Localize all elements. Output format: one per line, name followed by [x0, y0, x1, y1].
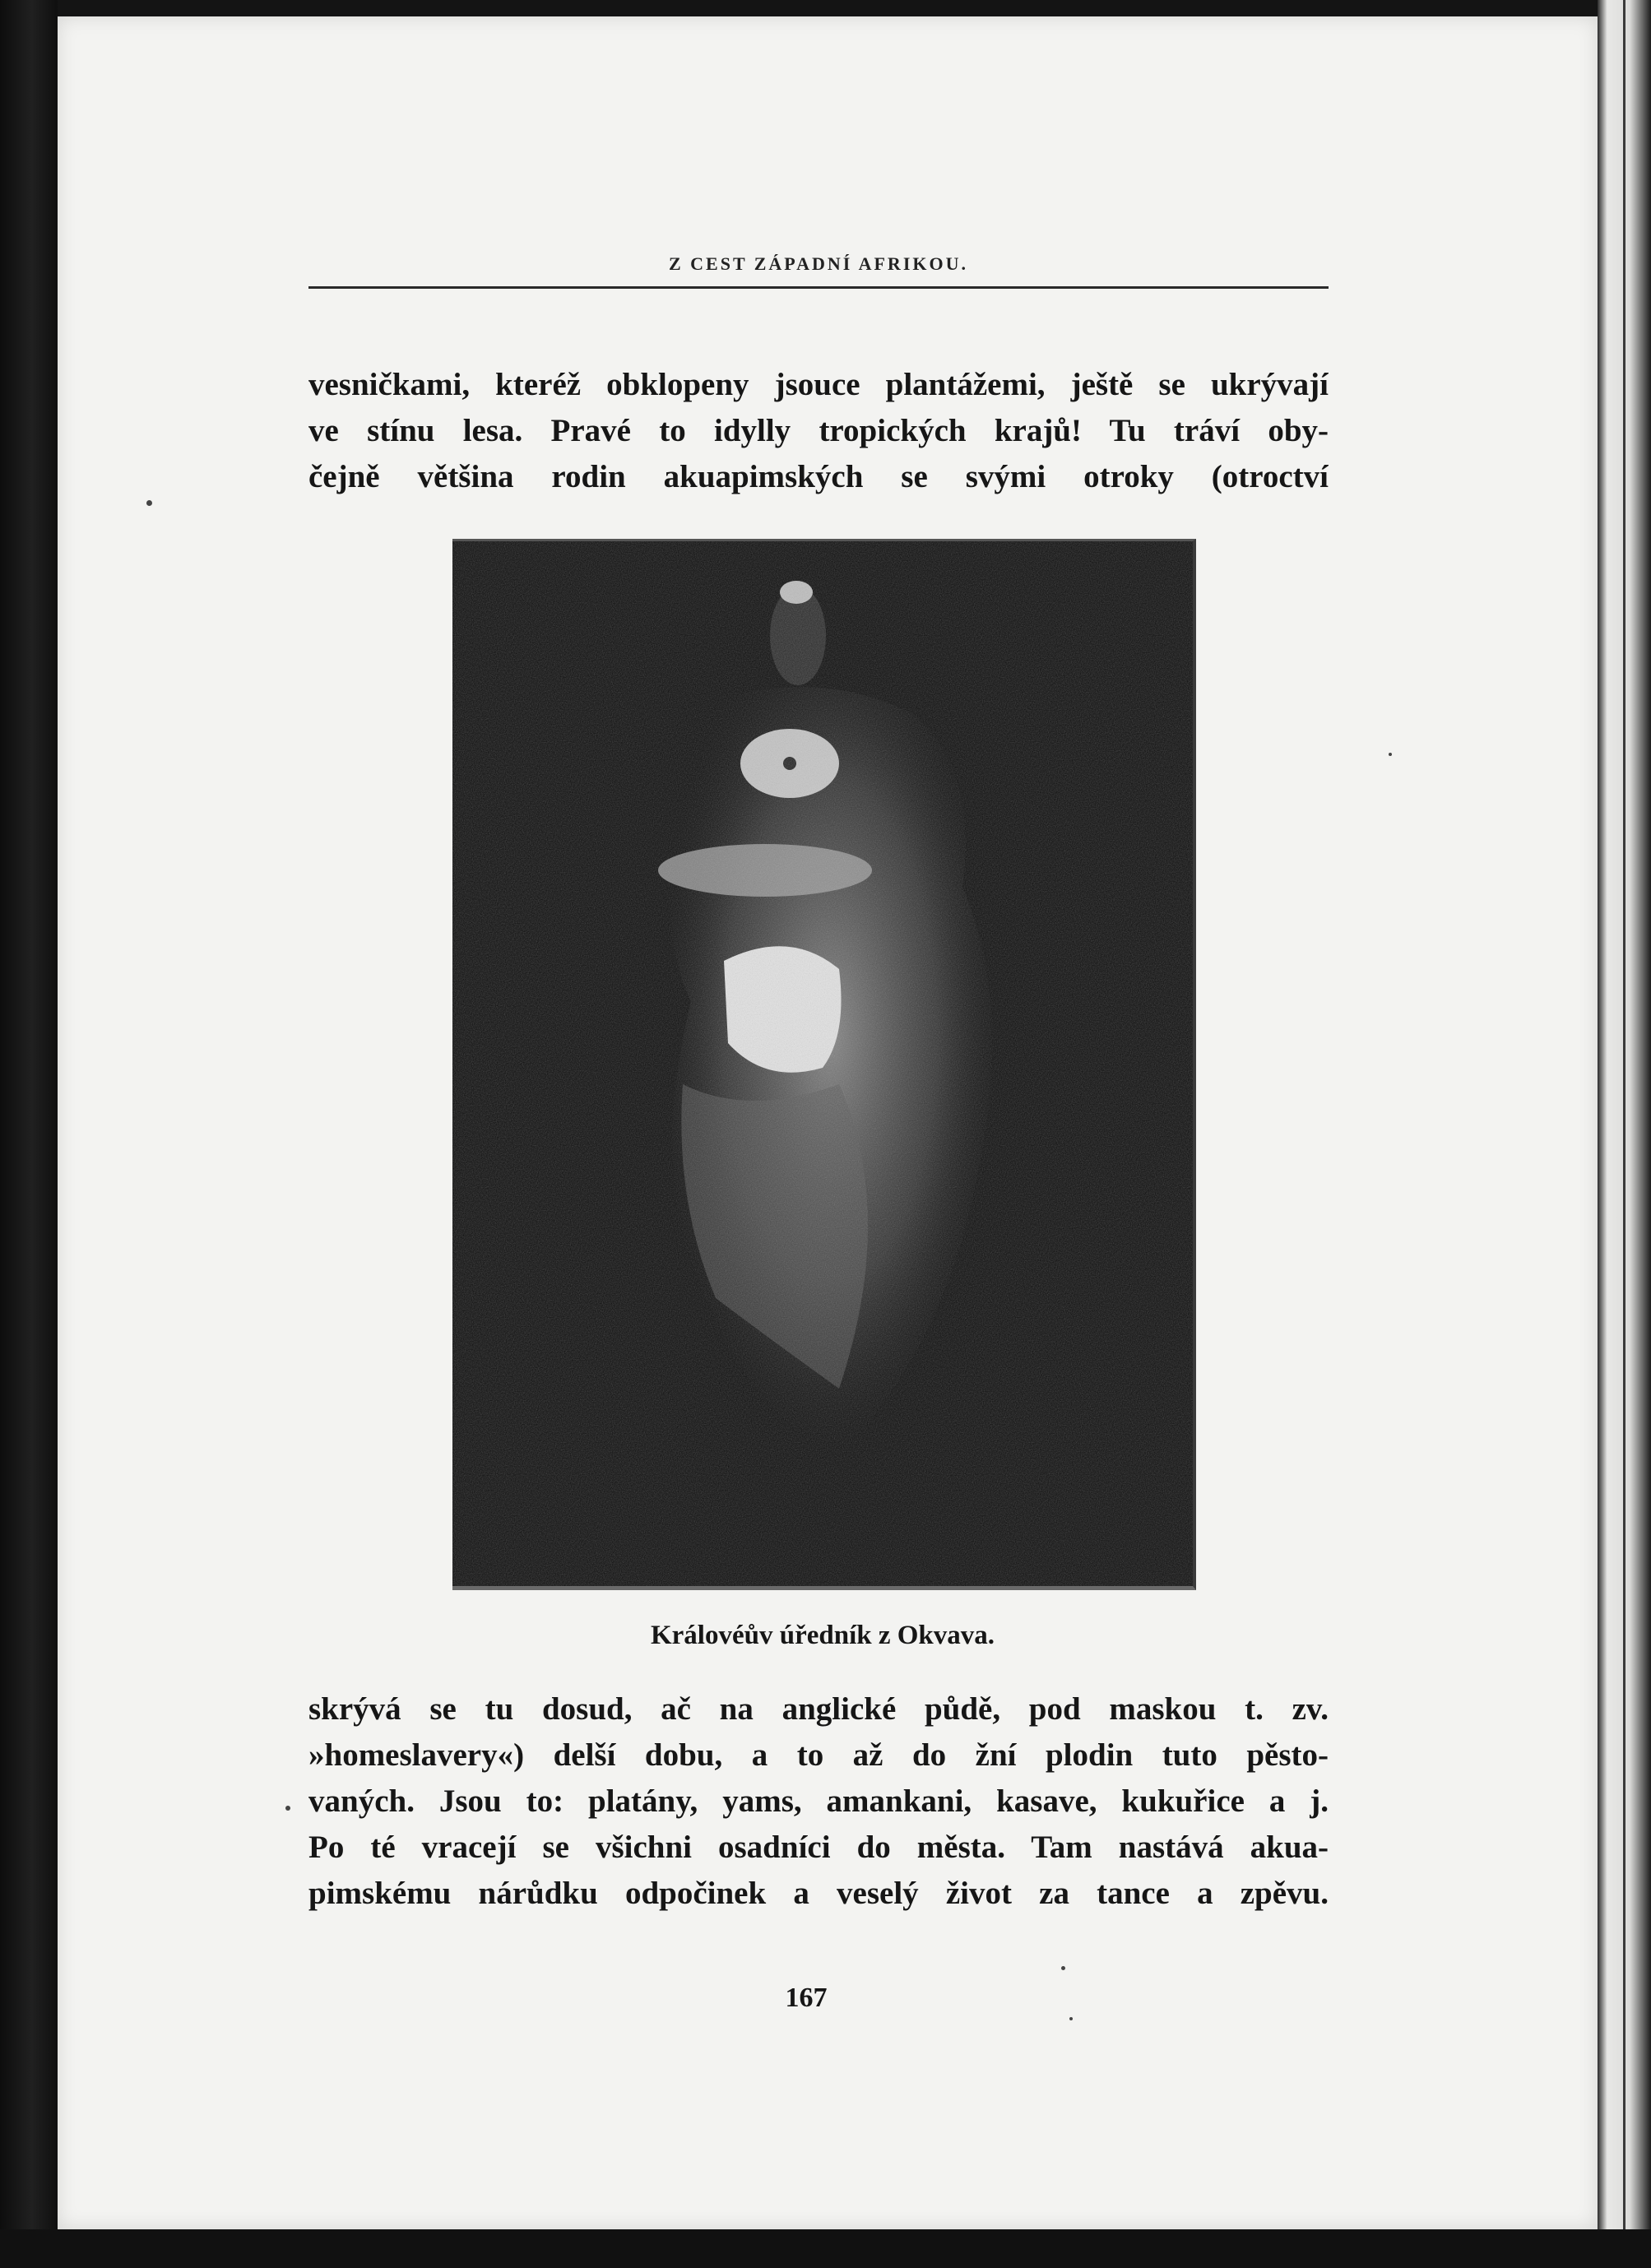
page-edge-line [1623, 0, 1625, 2268]
running-head: Z CEST ZÁPADNÍ AFRIKOU. [668, 253, 968, 274]
page-number: 167 [785, 1983, 828, 2013]
running-head-rule [308, 286, 1329, 289]
text-line: ve stínu lesa. Pravé to idylly tropických krajů! Tu tráví oby- [308, 413, 1329, 448]
text-line: Po té vracejí se všichni osadníci do města. Tam nastává akua- [308, 1830, 1329, 1865]
top-paragraph [308, 362, 1329, 500]
scan-bottom-band [0, 2229, 1651, 2268]
scan-speck [1389, 753, 1392, 756]
photograph-plate [452, 539, 1196, 1590]
bottom-paragraph [308, 1686, 1329, 1917]
text-line: pimskému nárůdku odpočinek a veselý život za tance a zpěvu. [308, 1876, 1329, 1911]
text-line: vaných. Jsou to: platány, yams, amankani, kasave, kukuřice a j. [308, 1783, 1329, 1819]
scan-speck [1069, 2017, 1073, 2020]
book-binding-edge [0, 0, 58, 2268]
text-line: čejně většina rodin akuapimských se svými otroky (otroctví [308, 459, 1329, 494]
figure-caption: Královéův úředník z Okvava. [650, 1621, 995, 1650]
scan-speck [146, 500, 152, 506]
text-line: skrývá se tu dosud, ač na anglické půdě, pod maskou t. zv. [308, 1691, 1329, 1727]
scan-speck [285, 1806, 290, 1811]
scan-speck [1061, 1966, 1065, 1970]
text-line: vesničkami, kteréž obklopeny jsouce plantážemi, ještě se ukrývají [308, 367, 1329, 402]
text-line: »homeslavery«) delší dobu, a to až do žní plodin tuto pěsto- [308, 1737, 1329, 1773]
photograph-figure [452, 541, 1193, 1586]
